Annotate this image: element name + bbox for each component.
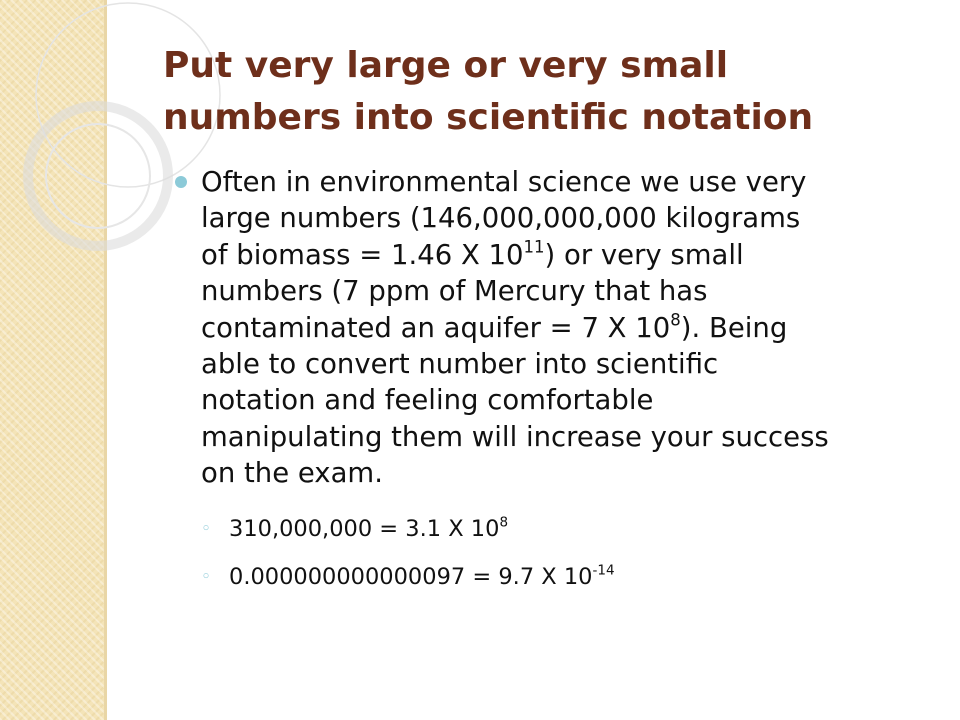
bullet-list	[175, 164, 935, 608]
hollow-circle-bullet-icon: ◦	[201, 566, 212, 587]
exponent: 8	[670, 310, 681, 330]
paragraph-line	[201, 310, 935, 346]
paragraph-line: notation and feeling comfortable	[201, 384, 654, 417]
line-text: ). Being	[680, 311, 788, 344]
hollow-circle-bullet-icon: ◦	[201, 518, 212, 539]
paragraph-line: able to convert number into scientific	[201, 348, 719, 381]
sub-bullet-base: 0.000000000000097 = 9.7 X 10	[229, 563, 593, 590]
bullet-dot-icon	[175, 176, 187, 188]
bullet-item	[175, 164, 935, 492]
paragraph-line: on the exam.	[201, 457, 383, 490]
sub-bullet-base: 310,000,000 = 3.1 X 10	[229, 515, 500, 542]
slide-title	[163, 40, 933, 144]
bullet-paragraph	[201, 164, 935, 492]
exponent: -14	[592, 562, 615, 579]
sub-bullet-list	[175, 512, 935, 608]
paragraph-line: Often in environmental science we use very	[201, 166, 807, 198]
paragraph-line: large numbers (146,000,000,000 kilograms	[201, 202, 801, 235]
sub-bullet-text	[229, 560, 615, 594]
exponent: 11	[523, 237, 545, 257]
exponent: 8	[499, 514, 509, 531]
paragraph-line: manipulating them will increase your success	[201, 420, 829, 453]
sub-bullet-text	[229, 512, 508, 546]
sub-bullet-item	[175, 560, 935, 608]
line-text: of biomass = 1.46 X 10	[201, 238, 524, 271]
title-line-1: Put very large or very small	[163, 45, 729, 86]
title-line-2: numbers into scientific notation	[163, 97, 814, 138]
line-text: ) or very small	[544, 238, 744, 271]
paragraph-line: numbers (7 ppm of Mercury that has	[201, 275, 708, 308]
line-text: contaminated an aquifer = 7 X 10	[201, 311, 671, 344]
paragraph-line	[201, 237, 935, 273]
sub-bullet-item	[175, 512, 935, 560]
